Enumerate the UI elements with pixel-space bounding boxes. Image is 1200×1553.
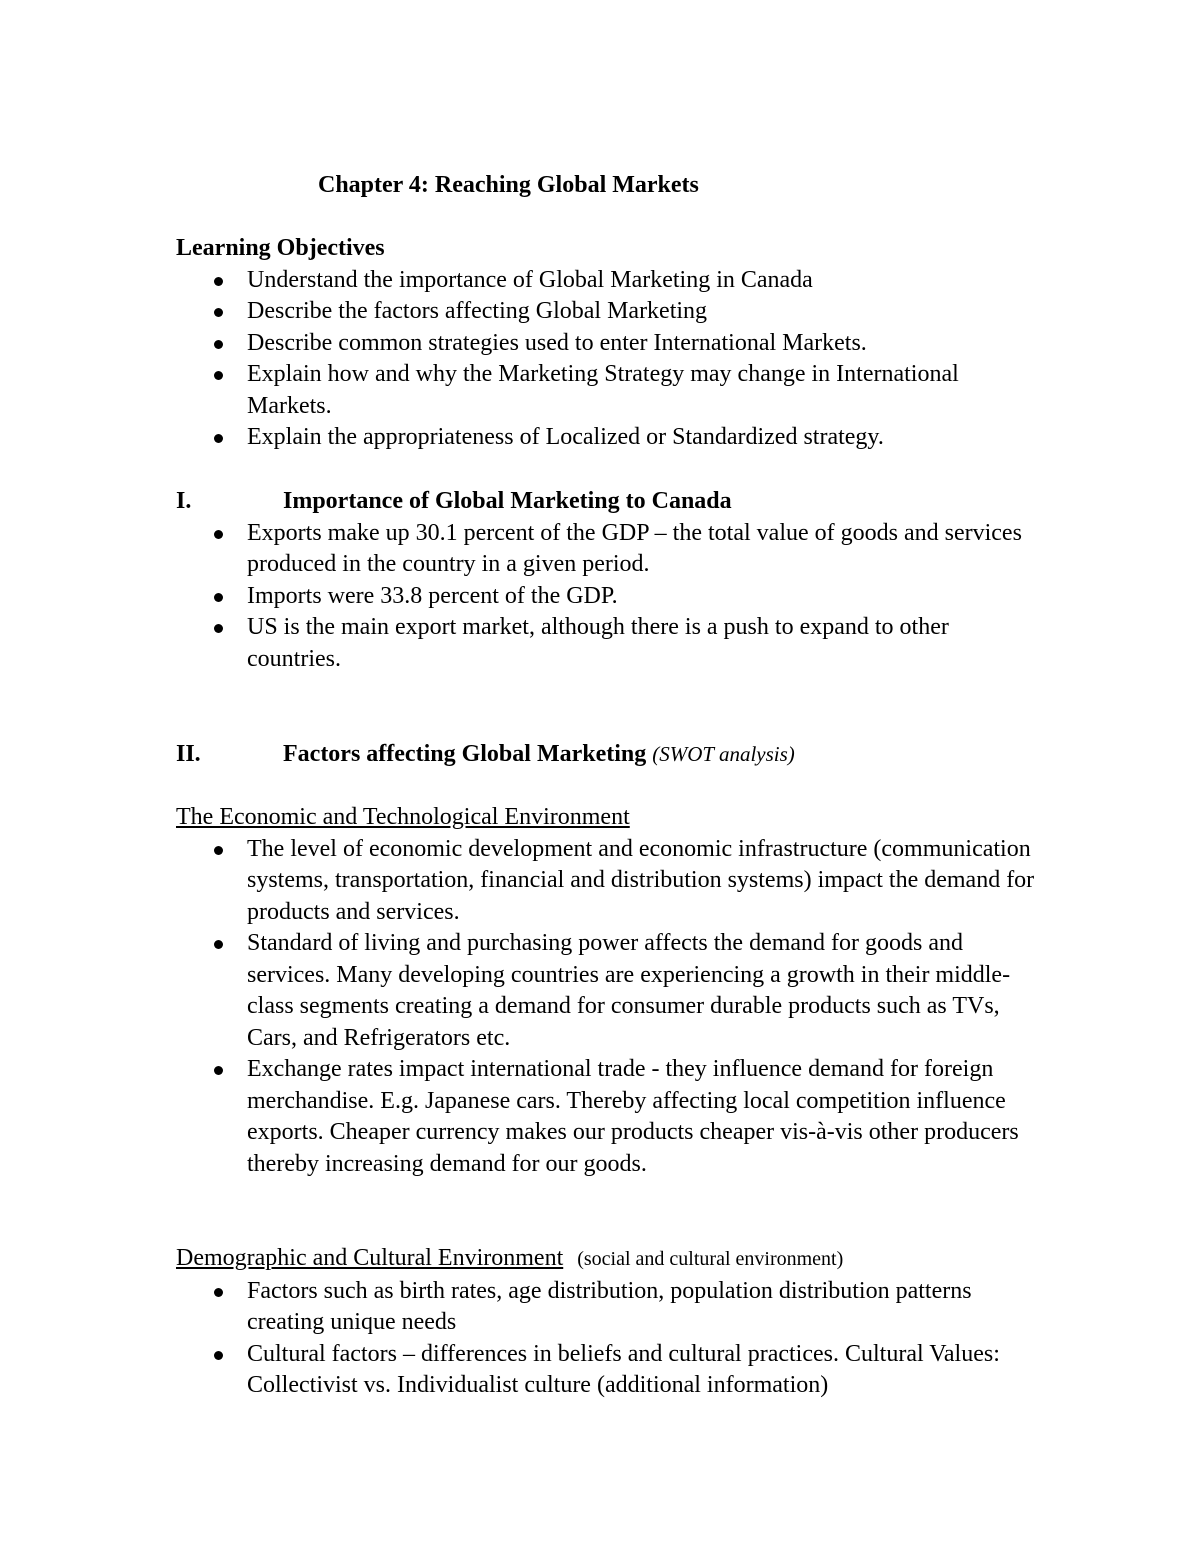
- demographic-list: [176, 1276, 1040, 1402]
- list-item: Explain how and why the Marketing Strategy may change in International Markets.: [176, 359, 1040, 422]
- bullet-icon: [214, 1288, 223, 1297]
- list-item: Imports were 33.8 percent of the GDP.: [176, 581, 1040, 613]
- learning-objectives-list: [176, 265, 1040, 454]
- demographic-environment-section: [176, 1243, 1040, 1402]
- bullet-icon: [214, 308, 223, 317]
- section-factors: [176, 739, 1040, 771]
- list-item: Standard of living and purchasing power affects the demand for goods and services. Many developing countries are experiencing a growth in their middle-class segments creating a demand for consumer durable products such as TVs, Cars, and Refrigerators etc.: [176, 928, 1040, 1054]
- bullet-icon: [214, 277, 223, 286]
- section-heading: [176, 486, 1040, 518]
- bullet-icon: [214, 340, 223, 349]
- bullet-icon: [214, 940, 223, 949]
- bullet-icon: [214, 1351, 223, 1360]
- list-item: Describe common strategies used to enter International Markets.: [176, 328, 1040, 360]
- learning-objectives-heading: Learning Objectives: [176, 235, 385, 261]
- subsection-heading-row: [176, 1243, 1040, 1276]
- learning-objectives-section: [176, 233, 1040, 454]
- section-importance: [176, 486, 1040, 675]
- list-item: US is the main export market, although there is a push to expand to other countries.: [176, 612, 1040, 675]
- section-title: Importance of Global Marketing to Canada: [283, 488, 732, 514]
- bullet-icon: [214, 434, 223, 443]
- section-number: II.: [176, 741, 201, 767]
- list-item: Exchange rates impact international trade - they influence demand for foreign merchandise. E.g. Japanese cars. Thereby affecting local competition influence exports. Cheaper currency makes our products cheaper vis-à-vis other producers thereby increasing demand for our goods.: [176, 1054, 1040, 1180]
- list-item: Exports make up 30.1 percent of the GDP – the total value of goods and services produced in the country in a given period.: [176, 518, 1040, 581]
- importance-list: [176, 518, 1040, 676]
- list-item: Understand the importance of Global Marketing in Canada: [176, 265, 1040, 297]
- subsection-note: (social and cultural environment): [577, 1248, 844, 1270]
- list-item: The level of economic development and economic infrastructure (communication systems, transportation, financial and distribution systems) impact the demand for products and services.: [176, 834, 1040, 929]
- chapter-title: Chapter 4: Reaching Global Markets: [318, 172, 699, 198]
- economic-environment-section: [176, 802, 1040, 1180]
- bullet-icon: [214, 593, 223, 602]
- economic-list: [176, 834, 1040, 1181]
- section-note: (SWOT analysis): [652, 742, 795, 766]
- bullet-icon: [214, 846, 223, 855]
- bullet-icon: [214, 624, 223, 633]
- list-item: Factors such as birth rates, age distribution, population distribution patterns creating unique needs: [176, 1276, 1040, 1339]
- list-item: Describe the factors affecting Global Marketing: [176, 296, 1040, 328]
- subsection-heading: Demographic and Cultural Environment: [176, 1245, 564, 1271]
- list-item: Cultural factors – differences in beliefs and cultural practices. Cultural Values: Collectivist vs. Individualist culture (additional information): [176, 1339, 1040, 1402]
- bullet-icon: [214, 530, 223, 539]
- bullet-icon: [214, 1066, 223, 1075]
- section-heading: [176, 739, 1040, 771]
- bullet-icon: [214, 371, 223, 380]
- section-title: Factors affecting Global Marketing: [283, 741, 647, 767]
- section-number: I.: [176, 488, 192, 514]
- list-item: Explain the appropriateness of Localized or Standardized strategy.: [176, 422, 1040, 454]
- subsection-heading: The Economic and Technological Environment: [176, 804, 630, 830]
